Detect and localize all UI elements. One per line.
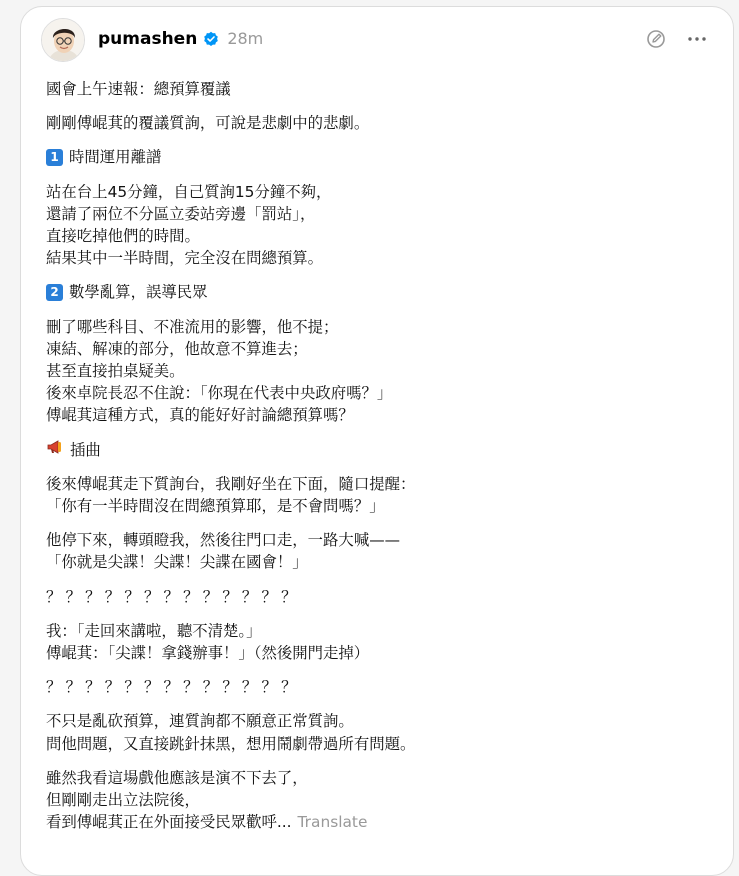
keycap-two-icon: 2 [46, 284, 63, 301]
post-paragraph: 不只是亂砍預算，連質詢都不願意正常質詢。 問他問題，又直接跳針抹黑，想用鬧劇帶過所有問題。 [46, 712, 416, 753]
section-title: 數學亂算，誤導民眾 [69, 283, 208, 302]
post-paragraph-text: 雖然我看這場戲他應該是演不下去了， 但剛剛走出立法院後， 看到傅崐萁正在外面接受民眾歡呼... [46, 768, 308, 832]
post-time[interactable]: 28m [227, 29, 264, 48]
edit-icon[interactable] [644, 27, 668, 51]
section-heading [46, 146, 706, 168]
keycap-one-icon: 1 [46, 149, 63, 166]
post-paragraph: 後來傅崐萁走下質詢台，我剛好坐在下面，隨口提醒： 「你有一半時間沒在問總預算耶，是不會問嗎？」 [46, 474, 416, 516]
post-paragraph: ？？？？？？？？？？？？？ [46, 587, 301, 606]
post-paragraph: 國會上午速報：總預算覆議 [46, 80, 231, 98]
section-title: 時間運用離譜 [69, 148, 162, 167]
post-paragraph: 他停下來，轉頭瞪我，然後往門口走，一路大喊—— 「你就是尖諜！尖諜！尖諜在國會！」 [46, 531, 400, 572]
post-header [98, 28, 263, 50]
section-heading [46, 439, 706, 461]
more-options-icon[interactable] [685, 27, 709, 51]
post-paragraph: ？？？？？？？？？？？？？ [46, 678, 301, 697]
verified-badge-icon [203, 31, 219, 47]
avatar-image [42, 19, 85, 62]
section-title: 插曲 [70, 440, 101, 459]
avatar[interactable] [41, 18, 85, 62]
post-paragraph: 刪了哪些科目、不准流用的影響，他不提； 凍結、解凍的部分，他故意不算進去； 甚至直接拍桌疑美。 後來卓院長忍不住說：「你現在代表中央政府嗎？」 傅崐萁這種方式，真的能好好討論總預算嗎？ [46, 317, 393, 425]
post-paragraph: 站在台上45分鐘，自己質詢15分鐘不夠， 還請了兩位不分區立委站旁邊「罰站」， 直接吃掉他們的時間。 結果其中一半時間，完全沒在問總預算。 [46, 182, 332, 268]
post-body [46, 78, 706, 833]
post-paragraph: 我：「走回來講啦，聽不清楚。」 傅崐萁：「尖諜！拿錢辦事！」（然後開門走掉） [46, 621, 370, 663]
post-paragraph: 剛剛傅崐萁的覆議質詢，可說是悲劇中的悲劇。 [46, 114, 370, 133]
megaphone-icon [46, 439, 64, 461]
translate-link[interactable]: Translate [297, 813, 368, 832]
section-heading [46, 281, 706, 303]
username[interactable]: pumashen [98, 29, 198, 49]
post-paragraph [46, 767, 706, 834]
post-card [20, 6, 734, 876]
